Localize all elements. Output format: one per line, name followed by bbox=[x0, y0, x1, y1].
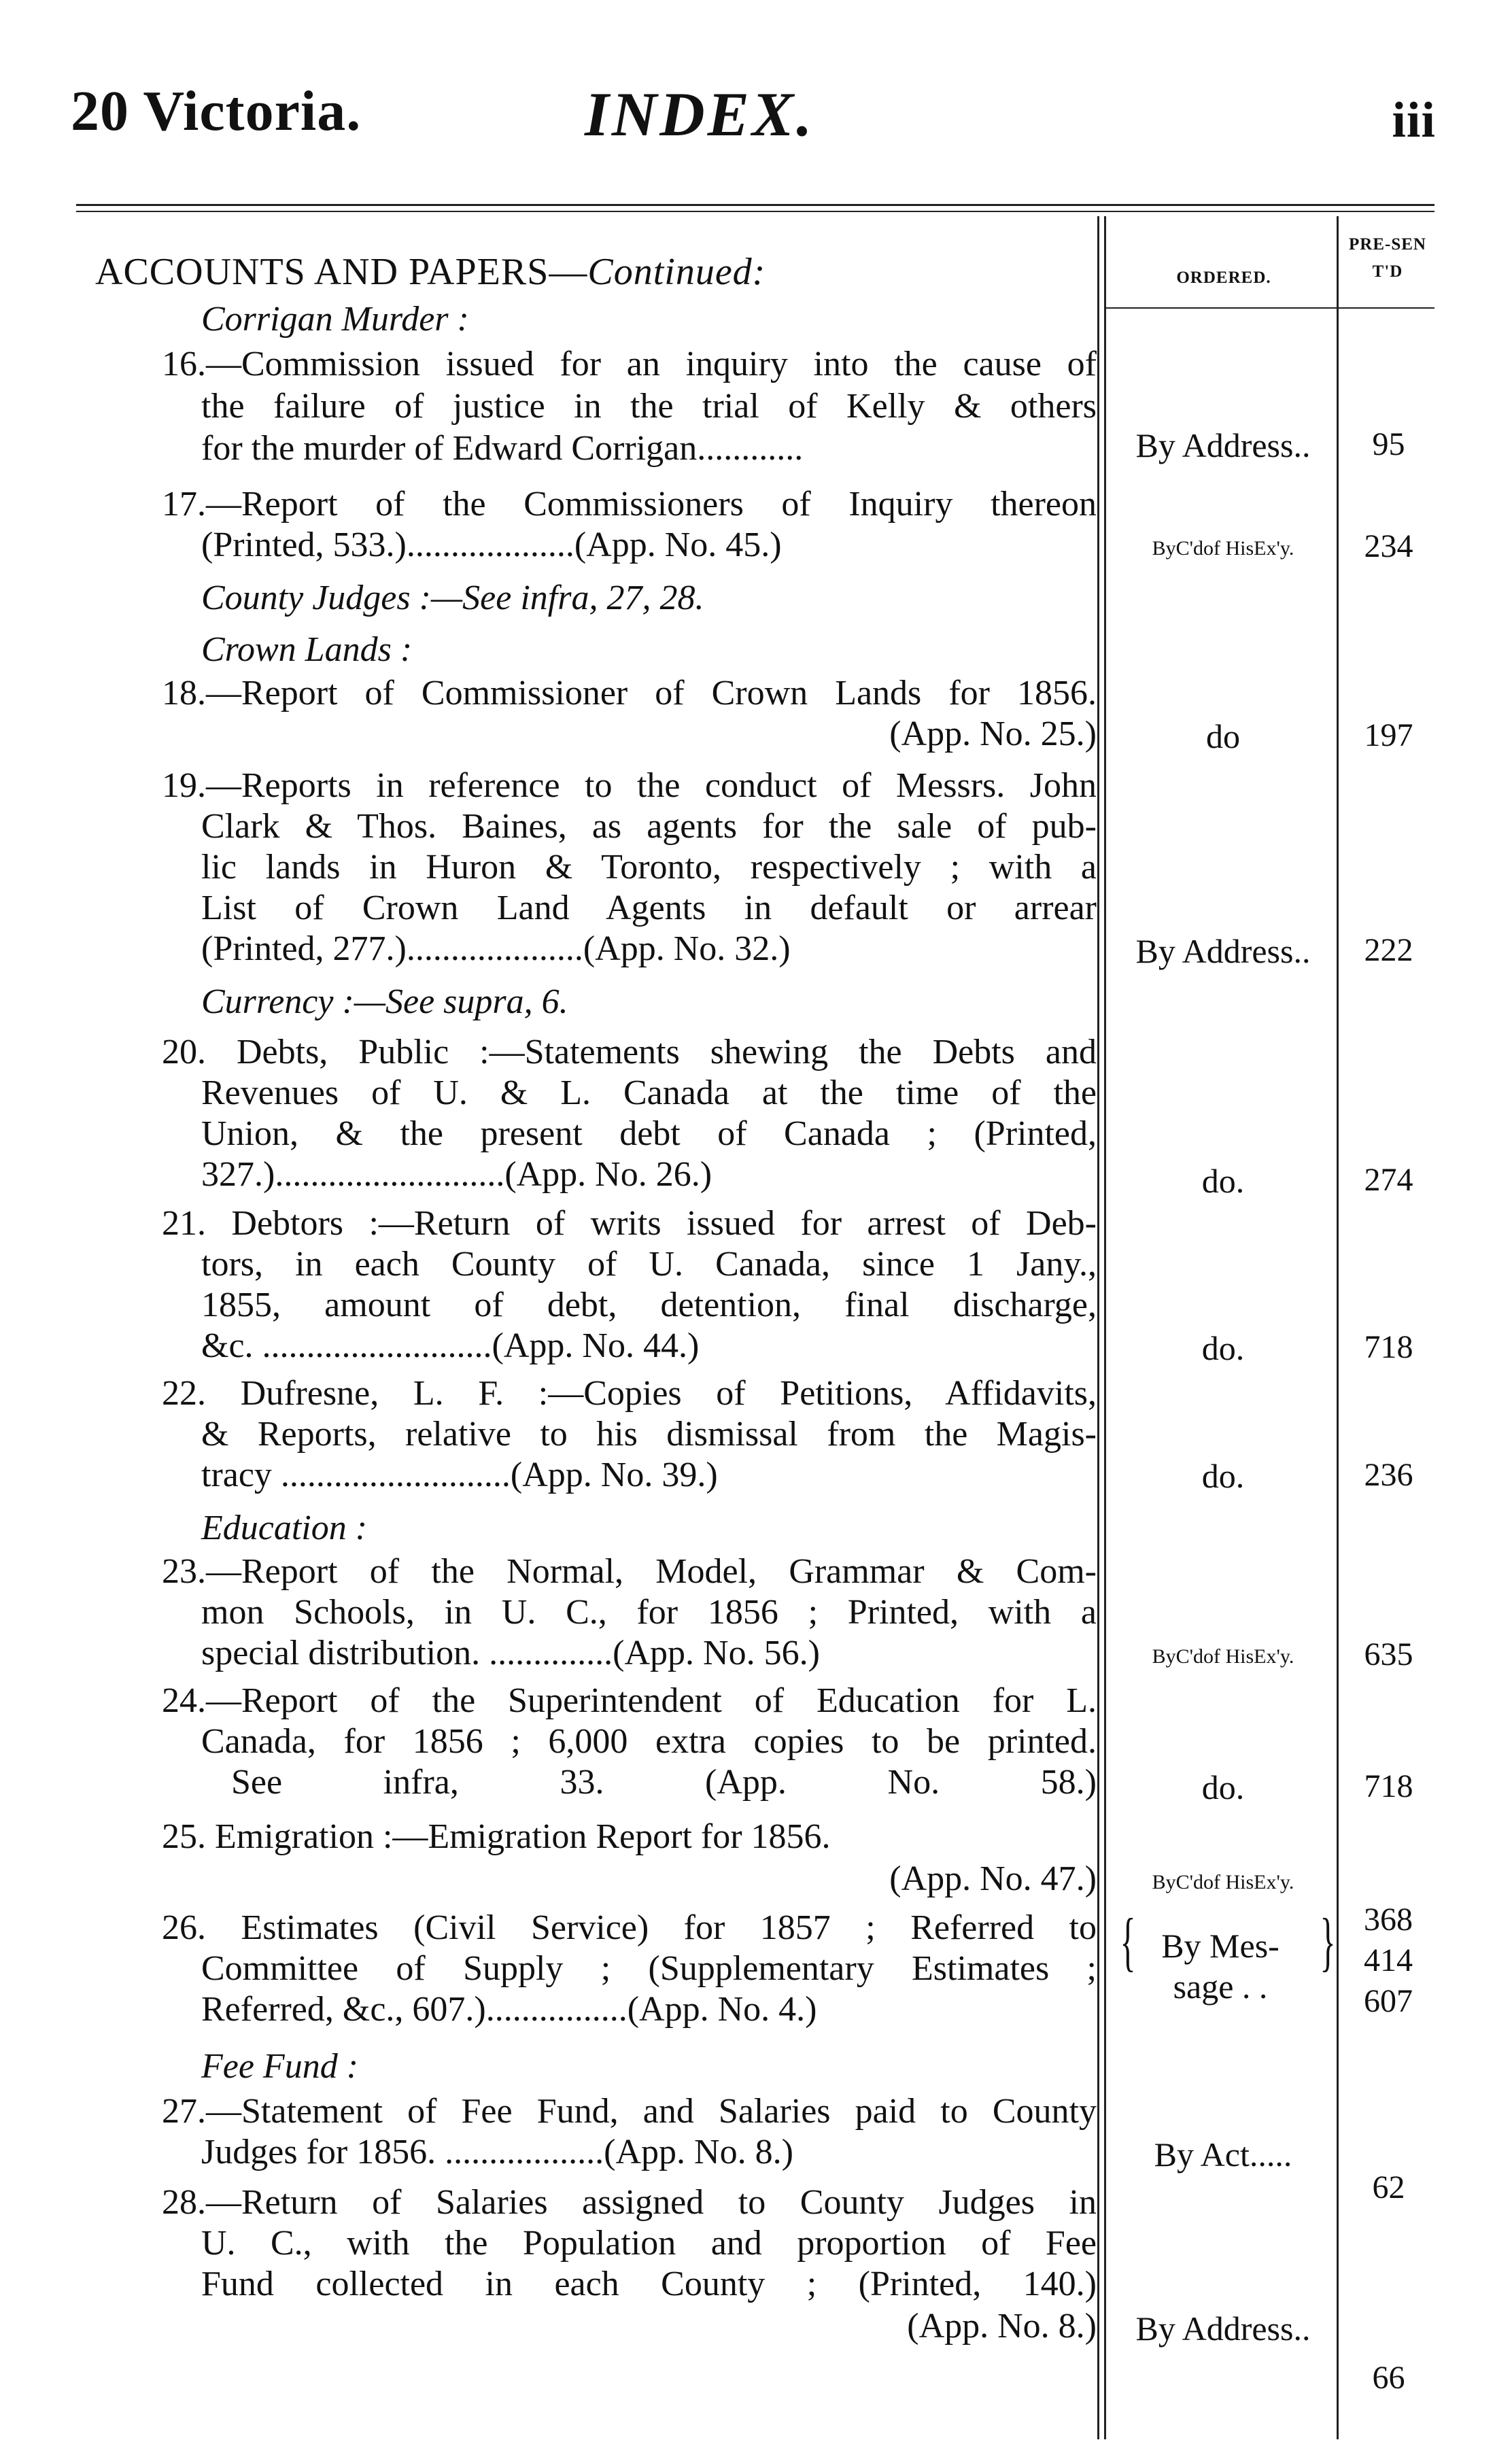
entry-27-line-2: Judges for 1856. ..................(App. No. 8.) bbox=[201, 2133, 793, 2171]
entry-18-presented: 197 bbox=[1364, 717, 1413, 753]
entry-26-line-1: 26. Estimates (Civil Service) for 1857 ; Referred to bbox=[162, 1908, 1097, 1947]
entry-27-line-1: 27.—Statement of Fee Fund, and Salaries paid to County bbox=[162, 2092, 1097, 2131]
entry-23-line-1: 23.—Report of the Normal, Model, Grammar & Com- bbox=[162, 1552, 1097, 1591]
entry-27-ordered: By Act..... bbox=[1154, 2135, 1292, 2174]
entry-21-line-4: &c. ..........................(App. No. 44.) bbox=[201, 1326, 700, 1365]
entry-18-line-2: (App. No. 25.) bbox=[889, 715, 1097, 753]
entry-25-line-2: (App. No. 47.) bbox=[889, 1859, 1097, 1898]
entry-17-presented: 234 bbox=[1364, 528, 1413, 564]
presented-column-header: PRE-SENT'D bbox=[1349, 235, 1426, 281]
entry-20-line-3: Union, & the present debt of Canada ; (Printed, bbox=[201, 1114, 1097, 1153]
entry-20-presented: 274 bbox=[1364, 1162, 1413, 1198]
subhead-currency: Currency :—See supra, 6. bbox=[201, 982, 568, 1021]
entry-25-line-1: 25. Emigration :—Emigration Report for 1856. bbox=[162, 1817, 831, 1856]
entry-19-line-3: lic lands in Huron & Toronto, respectively ; with a bbox=[201, 848, 1097, 887]
entry-20-line-2: Revenues of U. & L. Canada at the time of the bbox=[201, 1073, 1097, 1112]
header-rule-bottom bbox=[76, 211, 1434, 212]
entry-26-line-2: Committee of Supply ; (Supplementary Estimates ; bbox=[201, 1949, 1097, 1988]
entry-22-ordered: do. bbox=[1201, 1457, 1245, 1495]
entry-16-line-1: 16.—Commission issued for an inquiry into the cause of bbox=[162, 345, 1097, 383]
section-title-text: ACCOUNTS AND PAPERS— bbox=[95, 251, 588, 293]
entry-26-line-3: Referred, &c., 607.)................(App. No. 4.) bbox=[201, 1990, 817, 2029]
entry-22-line-2: & Reports, relative to his dismissal from the Magis- bbox=[201, 1415, 1097, 1454]
entry-17-line-1: 17.—Report of the Commissioners of Inquiry thereon bbox=[162, 485, 1097, 523]
entry-23-presented: 635 bbox=[1364, 1636, 1413, 1672]
entry-19-presented: 222 bbox=[1364, 932, 1413, 968]
entry-19-line-1: 19.—Reports in reference to the conduct of Messrs. John bbox=[162, 766, 1097, 805]
column-header-rule bbox=[1106, 307, 1434, 309]
left-brace-icon: { bbox=[1120, 1905, 1136, 1978]
header-rule-top bbox=[76, 204, 1434, 206]
subhead-fee-fund: Fee Fund : bbox=[201, 2047, 359, 2086]
entry-17-line-2: (Printed, 533.)...................(App. No. 45.) bbox=[201, 526, 782, 564]
entry-22-line-3: tracy ..........................(App. No. 39.) bbox=[201, 1456, 718, 1494]
page-number: iii bbox=[1392, 92, 1436, 148]
entry-19-line-4: List of Crown Land Agents in default or arrear bbox=[201, 889, 1097, 927]
right-brace-icon: } bbox=[1320, 1905, 1336, 1978]
section-title bbox=[95, 250, 766, 294]
entry-21-ordered: do. bbox=[1201, 1329, 1245, 1367]
entry-21-line-2: tors, in each County of U. Canada, since 1 Jany., bbox=[201, 1245, 1097, 1284]
entry-27-presented: 62 bbox=[1372, 2169, 1405, 2205]
subhead-corrigan: Corrigan Murder : bbox=[201, 300, 469, 339]
entry-28-ordered: By Address.. bbox=[1135, 2309, 1311, 2348]
column-divider-left-double bbox=[1104, 216, 1106, 2439]
page-title: INDEX. bbox=[585, 80, 815, 149]
entry-21-presented: 718 bbox=[1364, 1329, 1413, 1365]
entry-16-line-2: the failure of justice in the trial of Kelly & others bbox=[201, 387, 1097, 426]
entry-20-ordered: do. bbox=[1201, 1162, 1245, 1200]
entry-23-ordered: ByC'dof HisEx'y. bbox=[1152, 1645, 1294, 1668]
session-header: 20 Victoria. bbox=[71, 80, 362, 143]
entry-20-line-4: 327.)..........................(App. No. 26.) bbox=[201, 1155, 712, 1194]
entry-28-line-1: 28.—Return of Salaries assigned to County Judges in bbox=[162, 2183, 1097, 2222]
entry-24-presented: 718 bbox=[1364, 1768, 1413, 1804]
entry-24-ordered: do. bbox=[1201, 1768, 1245, 1806]
entry-18-line-1: 18.—Report of Commissioner of Crown Lands for 1856. bbox=[162, 674, 1097, 712]
entry-19-line-5: (Printed, 277.)....................(App. No. 32.) bbox=[201, 929, 791, 968]
entry-23-line-2: mon Schools, in U. C., for 1856 ; Printed, with a bbox=[201, 1593, 1097, 1632]
entry-16-line-3: for the murder of Edward Corrigan............ bbox=[201, 429, 804, 468]
entry-22-line-1: 22. Dufresne, L. F. :—Copies of Petitions, Affidavits, bbox=[162, 1374, 1097, 1413]
entry-21-line-3: 1855, amount of debt, detention, final discharge, bbox=[201, 1286, 1097, 1324]
entry-19-line-2: Clark & Thos. Baines, as agents for the sale of pub- bbox=[201, 807, 1097, 846]
entry-26-ordered: By Mes- sage . . bbox=[1161, 1927, 1279, 2006]
section-continued: Continued: bbox=[587, 251, 766, 293]
entry-28-presented: 66 bbox=[1372, 2360, 1405, 2396]
entry-19-ordered: By Address.. bbox=[1135, 932, 1311, 970]
entry-22-presented: 236 bbox=[1364, 1457, 1413, 1493]
entry-25-ordered: ByC'dof HisEx'y. bbox=[1152, 1871, 1294, 1893]
ordered-column-header: ORDERED. bbox=[1176, 269, 1271, 287]
entry-24-line-1: 24.—Report of the Superintendent of Education for L. bbox=[162, 1681, 1097, 1720]
entry-28-line-2: U. C., with the Population and proportion of Fee bbox=[201, 2224, 1097, 2263]
entry-18-ordered: do bbox=[1206, 717, 1240, 755]
entry-20-line-1: 20. Debts, Public :—Statements shewing the Debts and bbox=[162, 1033, 1097, 1071]
entry-16-ordered: By Address.. bbox=[1135, 426, 1311, 464]
entry-23-line-3: special distribution. ..............(App. No. 56.) bbox=[201, 1634, 820, 1672]
subhead-county-judges: County Judges :—See infra, 27, 28. bbox=[201, 579, 704, 617]
entry-28-line-4: (App. No. 8.) bbox=[907, 2307, 1097, 2346]
entry-28-line-3: Fund collected in each County ; (Printed, 140.) bbox=[201, 2265, 1097, 2303]
entry-24-line-3: See infra, 33. (App. No. 58.) bbox=[231, 1763, 1097, 1802]
entry-17-ordered: ByC'dof HisEx'y. bbox=[1152, 537, 1294, 560]
entry-16-presented: 95 bbox=[1372, 426, 1405, 462]
subhead-crown-lands: Crown Lands : bbox=[201, 630, 413, 669]
column-divider-right bbox=[1337, 216, 1339, 2439]
subhead-education: Education : bbox=[201, 1509, 368, 1547]
entry-21-line-1: 21. Debtors :—Return of writs issued for arrest of Deb- bbox=[162, 1204, 1097, 1243]
entry-26-presented: 368 414 607 bbox=[1364, 1902, 1413, 2019]
column-divider-left bbox=[1097, 216, 1099, 2439]
entry-24-line-2: Canada, for 1856 ; 6,000 extra copies to be printed. bbox=[201, 1722, 1097, 1761]
